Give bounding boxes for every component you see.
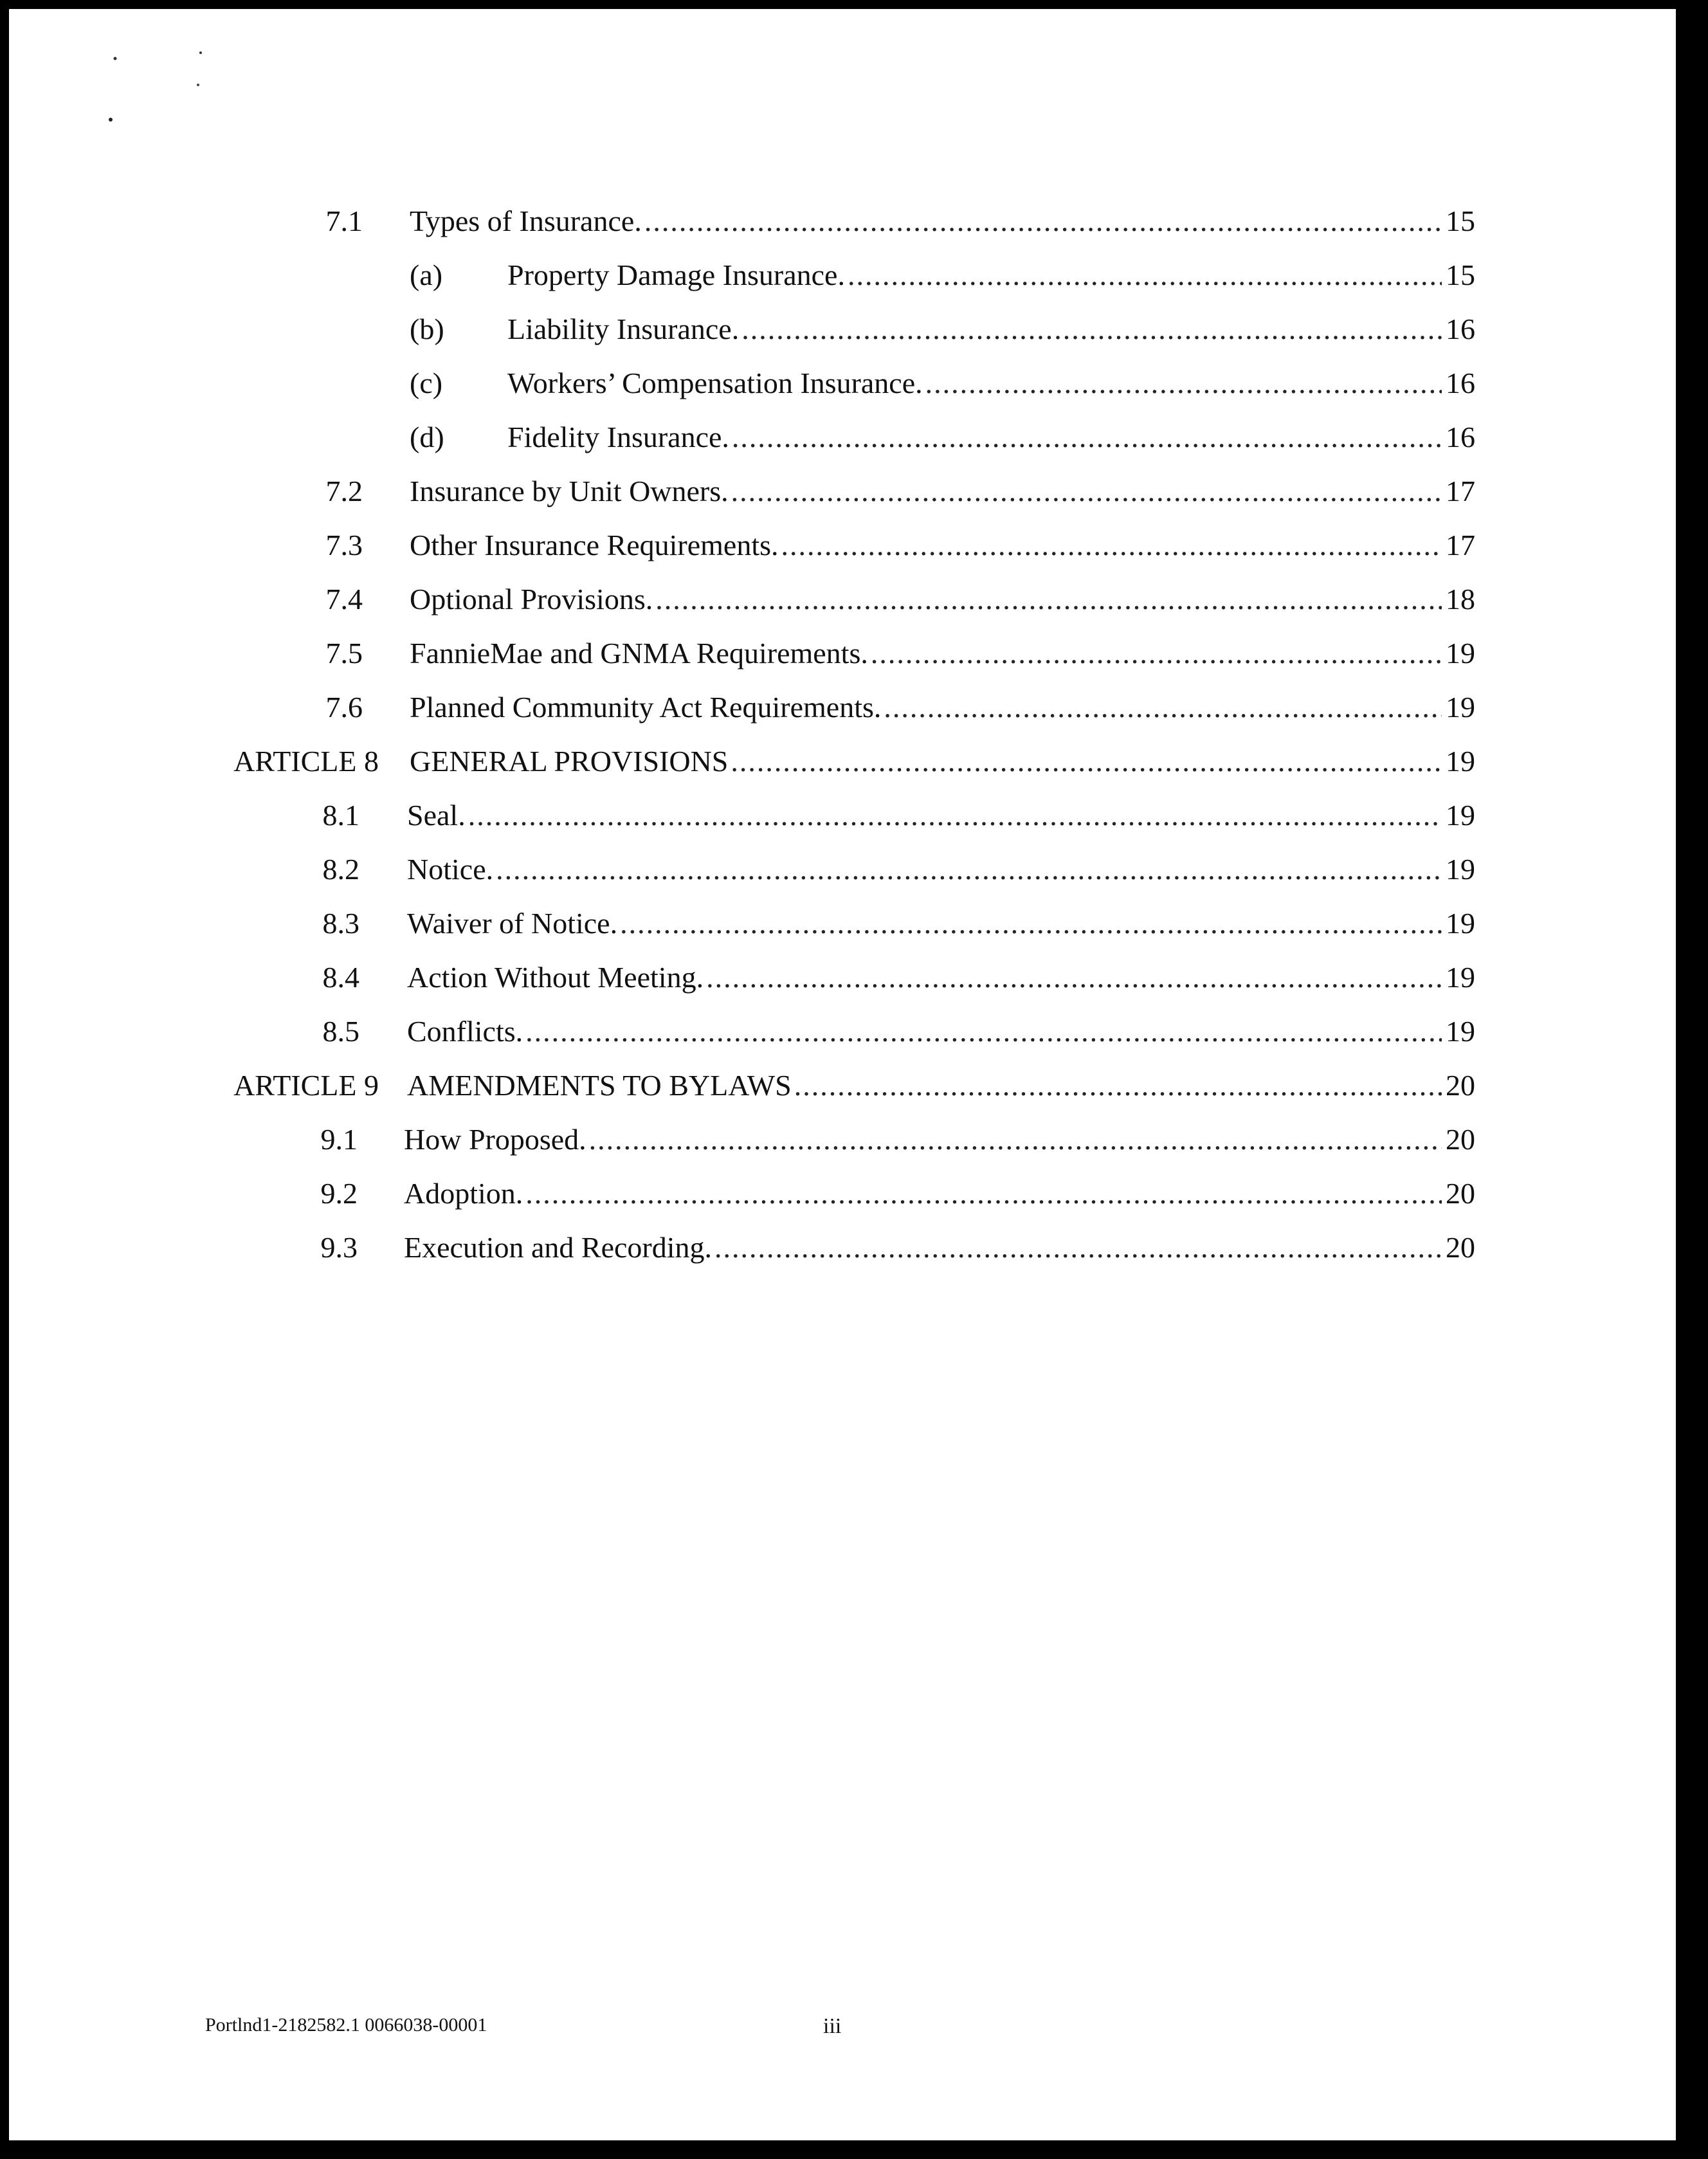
toc-subentry-letter: (b)	[410, 313, 444, 345]
toc-entry-page: 17	[1446, 529, 1475, 561]
toc-entry-number: 7.4	[325, 583, 363, 615]
toc-entry-title: Optional Provisions.	[410, 583, 653, 615]
toc-subentry-page: 16	[1446, 313, 1475, 345]
toc-entry[interactable]	[9, 790, 1488, 841]
toc-entry-title: Execution and Recording.	[404, 1231, 713, 1264]
leader-dots	[781, 520, 1442, 571]
toc-entry-title: Other Insurance Requirements.	[410, 529, 779, 561]
toc-entry-number: 8.4	[322, 961, 359, 994]
toc-entry-number: 8.3	[322, 907, 359, 940]
toc-subentry-title: Liability Insurance.	[507, 313, 740, 345]
toc-entry-number: 8.1	[322, 799, 359, 832]
leader-dots	[884, 682, 1442, 733]
toc-entry-title: FannieMae and GNMA Requirements.	[410, 637, 868, 670]
toc-subentry[interactable]	[9, 250, 1488, 301]
toc-entry-page: 19	[1446, 691, 1475, 724]
toc-entry[interactable]	[9, 1006, 1488, 1057]
toc-entry-page: 19	[1446, 1015, 1475, 1048]
toc-article-number: ARTICLE 9	[233, 1069, 379, 1102]
toc-subentry-title: Property Damage Insurance.	[507, 259, 845, 291]
leader-dots	[589, 1114, 1442, 1165]
toc-entry[interactable]	[9, 466, 1488, 517]
toc-subentry-page: 16	[1446, 367, 1475, 399]
leader-dots	[731, 466, 1442, 517]
leader-dots	[620, 898, 1442, 949]
toc-entry[interactable]	[9, 952, 1488, 1003]
leader-dots	[741, 304, 1442, 355]
toc-entry[interactable]	[9, 1222, 1488, 1273]
toc-entry[interactable]	[9, 1168, 1488, 1219]
toc-entry-number: 8.2	[322, 853, 359, 886]
toc-article-number: ARTICLE 8	[233, 745, 379, 778]
toc-entry[interactable]	[9, 628, 1488, 679]
leader-dots	[496, 844, 1442, 895]
toc-article-page: 20	[1446, 1069, 1475, 1102]
toc-entry-number: 9.3	[320, 1231, 358, 1264]
toc-entry-page: 20	[1446, 1231, 1475, 1264]
document-id: Portlnd1-2182582.1 0066038-00001	[205, 2014, 487, 2036]
leader-dots	[525, 1168, 1442, 1219]
toc-entry-number: 9.1	[320, 1123, 358, 1156]
leader-dots	[714, 1222, 1442, 1273]
toc-entry-title: Notice.	[407, 853, 494, 886]
toc-entry-number: 7.1	[325, 205, 363, 237]
toc-entry[interactable]	[9, 196, 1488, 247]
toc-article-title: AMENDMENTS TO BYLAWS	[407, 1069, 792, 1102]
toc-entry-page: 19	[1446, 961, 1475, 994]
toc-entry-page: 19	[1446, 799, 1475, 832]
toc-subentry-page: 16	[1446, 421, 1475, 453]
toc-entry[interactable]	[9, 844, 1488, 895]
leader-dots	[871, 628, 1442, 679]
toc-article-entry[interactable]	[9, 736, 1488, 787]
toc-subentry[interactable]	[9, 358, 1488, 409]
toc-entry-page: 19	[1446, 637, 1475, 670]
leader-dots	[644, 196, 1442, 247]
toc-subentry-title: Fidelity Insurance.	[507, 421, 729, 453]
toc-article-title: GENERAL PROVISIONS	[410, 745, 729, 778]
toc-entry-page: 17	[1446, 475, 1475, 507]
toc-entry-title: Waiver of Notice.	[407, 907, 618, 940]
toc-entry-title: Types of Insurance.	[410, 205, 642, 237]
toc-entry-page: 20	[1446, 1177, 1475, 1210]
toc-subentry[interactable]	[9, 412, 1488, 463]
toc-subentry-title: Workers’ Compensation Insurance.	[507, 367, 923, 399]
toc-article-entry[interactable]	[9, 1060, 1488, 1111]
toc-entry-title: How Proposed.	[404, 1123, 586, 1156]
leader-dots	[848, 250, 1442, 301]
toc-entry-number: 7.2	[325, 475, 363, 507]
toc-entry-number: 7.3	[325, 529, 363, 561]
toc-entry-number: 7.6	[325, 691, 363, 724]
leader-dots	[925, 358, 1442, 409]
toc-entry[interactable]	[9, 520, 1488, 571]
document-page	[9, 9, 1676, 2140]
toc-subentry-letter: (d)	[410, 421, 444, 453]
toc-entry-title: Insurance by Unit Owners.	[410, 475, 729, 507]
toc-entry-page: 15	[1446, 205, 1475, 237]
toc-entry-page: 20	[1446, 1123, 1475, 1156]
toc-entry-number: 8.5	[322, 1015, 359, 1048]
toc-entry-title: Planned Community Act Requirements.	[410, 691, 882, 724]
toc-subentry-letter: (a)	[410, 259, 443, 291]
leader-dots	[468, 790, 1442, 841]
scan-specks	[9, 9, 266, 150]
toc-entry-title: Adoption.	[404, 1177, 523, 1210]
leader-dots	[794, 1060, 1442, 1111]
toc-entry-page: 18	[1446, 583, 1475, 615]
toc-entry-page: 19	[1446, 907, 1475, 940]
toc-entry-number: 7.5	[325, 637, 363, 670]
toc-entry[interactable]	[9, 1114, 1488, 1165]
toc-entry-title: Seal.	[407, 799, 466, 832]
toc-entry[interactable]	[9, 574, 1488, 625]
leader-dots	[706, 952, 1442, 1003]
leader-dots	[732, 412, 1442, 463]
toc-subentry[interactable]	[9, 304, 1488, 355]
page-number: iii	[823, 2014, 842, 2038]
toc-entry-title: Conflicts.	[407, 1015, 523, 1048]
leader-dots	[731, 736, 1442, 787]
toc-entry[interactable]	[9, 682, 1488, 733]
toc-subentry-page: 15	[1446, 259, 1475, 291]
toc-subentry-letter: (c)	[410, 367, 443, 399]
leader-dots	[655, 574, 1442, 625]
leader-dots	[525, 1006, 1442, 1057]
toc-entry-title: Action Without Meeting.	[407, 961, 704, 994]
toc-entry-page: 19	[1446, 853, 1475, 886]
toc-entry-number: 9.2	[320, 1177, 358, 1210]
toc-entry[interactable]	[9, 898, 1488, 949]
toc-article-page: 19	[1446, 745, 1475, 778]
